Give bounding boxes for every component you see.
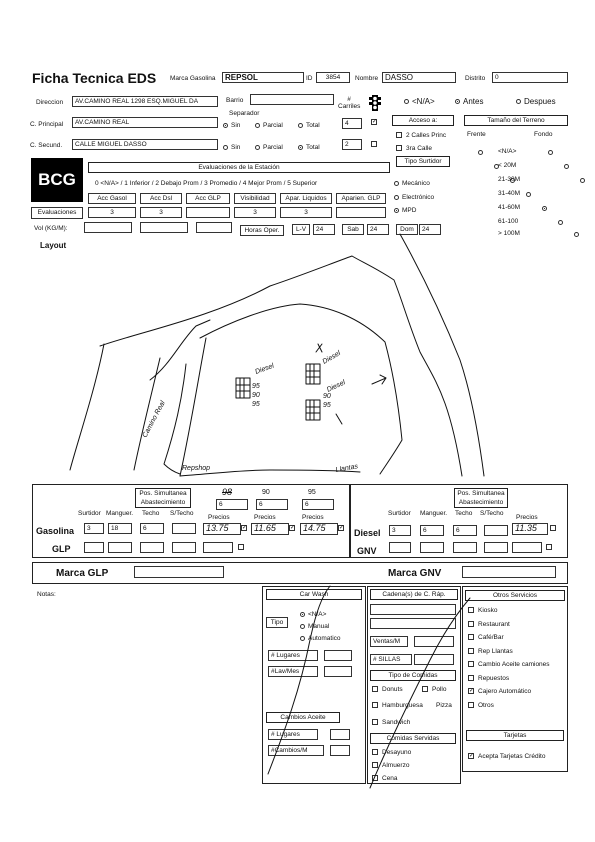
terreno-option-3: 31-40M <box>498 190 521 197</box>
carriles-label: # Carriles <box>338 96 361 110</box>
diesel-precios: Precios <box>516 514 538 521</box>
vol-field-3[interactable] <box>196 222 232 233</box>
terreno-frente-radio-4[interactable] <box>542 206 547 211</box>
comida-pizza[interactable]: Pizza <box>436 702 452 709</box>
gasolina-grade-95: 95 <box>308 489 316 496</box>
glp-precio[interactable] <box>203 542 233 553</box>
otros-item-label-5: Repuestos <box>478 674 510 682</box>
eval-header-2: Acc GLP <box>186 193 230 204</box>
vol-field-1[interactable] <box>84 222 132 233</box>
bcg-logo: BCG <box>31 158 83 202</box>
cadena-sillas-label: # SILLAS <box>370 654 412 665</box>
lv-label: L-V <box>292 224 310 235</box>
marca-gasolina-field[interactable]: REPSOL <box>222 72 304 83</box>
otros-item-0[interactable] <box>468 607 498 615</box>
eval-value-1[interactable]: 3 <box>140 207 182 218</box>
diesel-surtidor[interactable]: 3 <box>389 525 411 536</box>
otros-item-label-6: Cajero Automático <box>478 688 532 695</box>
cambios-lugares-field[interactable] <box>330 729 350 740</box>
fondo-label: Fondo <box>534 131 553 138</box>
carriles-principal-field[interactable]: 4 <box>342 118 362 129</box>
sketch-note-diesel-3: Diesel <box>325 379 347 394</box>
gasolina-col-surtidor: Surtidor <box>78 510 101 517</box>
surtidor-mecanico[interactable]: Mecánico <box>394 180 430 188</box>
marca-gasolina-label: Marca Gasolina <box>170 75 216 82</box>
sketch-note-95a: 95 <box>252 383 260 390</box>
sep-secund-sin[interactable]: Sin <box>223 144 240 152</box>
comida-pollo[interactable]: Pollo <box>422 686 446 694</box>
evaluaciones-row-label: Evaluaciones <box>31 207 83 219</box>
frente-label: Frente <box>467 131 486 138</box>
id-label: ID <box>306 75 313 82</box>
diesel-col-stecho: S/Techo <box>480 510 504 517</box>
eval-header-3: Visibilidad <box>234 193 276 204</box>
carwash-tipo-auto[interactable]: Automatico <box>300 635 341 643</box>
surtidor-electronico[interactable]: Electrónico <box>394 194 434 202</box>
surtidor-mpd[interactable]: MPD <box>394 207 416 215</box>
tarjetas-header: Tarjetas <box>466 730 564 741</box>
gasolina-precios-2: Precios <box>254 514 276 521</box>
page-title: Ficha Tecnica EDS <box>32 70 157 86</box>
cambios-mes-label: #Cambios/M <box>268 745 324 756</box>
carwash-lugares-label: # Lugares <box>268 650 318 661</box>
diesel-col-techo: Techo <box>455 510 473 517</box>
gnv-surtidor[interactable] <box>389 542 411 553</box>
evaluaciones-scale: 0 <N/A> / 1 Inferior / 2 Debajo Prom / 3 Promedio / 4 Mejor Prom / 5 Superior <box>95 180 318 187</box>
carwash-lavmes-label: #Lav/Mes <box>268 666 318 677</box>
carriles-secund-field[interactable]: 2 <box>342 139 362 150</box>
cadena-ventas-label: Ventas/M <box>370 636 408 647</box>
sep-principal-parcial[interactable]: Parcial <box>255 122 283 130</box>
gnv-manguer[interactable] <box>420 542 444 553</box>
tarjetas-acepta[interactable]: ✓ Acepta Tarjetas Crédito <box>469 753 546 760</box>
glp-stecho[interactable] <box>172 542 196 553</box>
sketch-note-90b: 90 <box>323 393 331 400</box>
diesel-techo[interactable]: 6 <box>453 525 477 536</box>
sep-principal-sin[interactable]: Sin <box>223 122 240 130</box>
gasolina-precio-90-check[interactable]: ✓ <box>290 525 296 532</box>
acceso-opt2[interactable]: 3ra Calle <box>396 145 432 153</box>
vol-label: Vol (KG/M): <box>34 225 68 232</box>
secund-label: C. Secund. <box>30 142 63 149</box>
principal-field[interactable]: AV.CAMINO REAL <box>72 117 218 128</box>
gasolina-col-manguer: Manguer. <box>106 510 134 517</box>
acceso-header: Acceso a: <box>392 115 454 126</box>
terreno-fondo-radio-2[interactable] <box>580 178 585 183</box>
otros-item-2[interactable] <box>468 634 504 642</box>
marca-glp-label: Marca GLP <box>56 568 109 579</box>
gasolina-precios-3: Precios <box>302 514 324 521</box>
gasolina-row-label: Gasolina <box>36 526 75 536</box>
terreno-frente-radio-3[interactable] <box>526 192 531 197</box>
sketch-note-95b: 95 <box>252 401 260 408</box>
principal-label: C. Principal <box>30 121 64 128</box>
eval-value-0[interactable]: 3 <box>88 207 136 218</box>
carwash-tipo-na[interactable]: <N/A> <box>300 611 326 619</box>
carwash-lugares-field[interactable] <box>324 650 352 661</box>
terreno-fondo-radio-1[interactable] <box>564 164 569 169</box>
cadena-ventas-field[interactable] <box>414 636 454 647</box>
eval-header-0: Acc Gasol <box>88 193 136 204</box>
terreno-frente-radio-6[interactable] <box>574 232 579 237</box>
otros-item-label-2: Café/Bar <box>478 634 504 641</box>
sketch-note-95c: 95 <box>323 402 331 409</box>
cadena-field-1[interactable] <box>370 604 456 615</box>
gnv-stecho[interactable] <box>484 542 508 553</box>
gasolina-precio-95-check[interactable]: ✓ <box>339 525 345 532</box>
sab-field[interactable]: 24 <box>367 224 389 235</box>
otros-item-5[interactable] <box>468 675 509 683</box>
diesel-manguer[interactable]: 6 <box>420 525 444 536</box>
eval-header-5: Aparien. GLP <box>336 193 386 204</box>
otros-item-4[interactable] <box>468 661 550 669</box>
eval-header-4: Apar. Liquidos <box>280 193 332 204</box>
direccion-label: Direccion <box>36 99 64 106</box>
gasolina-col-stecho: S/Techo <box>170 510 194 517</box>
traffic-light-icon <box>368 94 382 114</box>
glp-precio-check[interactable] <box>238 544 248 551</box>
otros-item-label-0: Kiosko <box>478 607 498 614</box>
diesel-precio[interactable]: 11.35 <box>512 523 548 535</box>
diesel-col-manguer: Manguer. <box>420 510 448 517</box>
comida-donuts[interactable]: Donuts <box>372 686 403 694</box>
terreno-option-0: <N/A> <box>498 148 517 155</box>
otros-item-3[interactable] <box>468 648 513 656</box>
gasolina-precio-90[interactable]: 11.65 <box>251 523 289 535</box>
comida-hamburguesa[interactable]: Hamburguesa <box>372 702 423 710</box>
cadena-field-2[interactable] <box>370 618 456 629</box>
gasolina-precios-1: Precios <box>208 514 230 521</box>
diesel-col-surtidor: Surtidor <box>388 510 411 517</box>
gnv-techo[interactable] <box>453 542 477 553</box>
gasolina-techo[interactable]: 6 <box>140 523 164 534</box>
gasolina-stecho[interactable] <box>172 523 196 534</box>
otros-header: Otros Servicios <box>465 590 565 601</box>
barrio-label: Barrio <box>226 97 244 104</box>
sketch-note-llantas: Llantas <box>335 463 359 474</box>
otros-item-checkbox-3[interactable] <box>468 648 474 654</box>
dom-label: Dom <box>396 224 418 235</box>
gasolina-pos-90[interactable]: 6 <box>256 499 288 510</box>
terreno-header: Tamaño del Terreno <box>464 115 568 126</box>
glp-surtidor[interactable] <box>84 542 104 553</box>
evaluaciones-title: Evaluaciones de la Estación <box>88 162 390 173</box>
carwash-tipo-manual[interactable]: Manual <box>300 623 329 631</box>
gasolina-pos-98[interactable]: 6 <box>216 499 248 510</box>
otros-item-checkbox-6[interactable]: ✓ <box>469 688 475 695</box>
otros-item-checkbox-1[interactable] <box>468 621 474 627</box>
terreno-fondo-radio-0[interactable] <box>548 150 553 155</box>
otros-item-7[interactable] <box>468 702 494 710</box>
nombre-field[interactable]: DASSO <box>382 72 456 83</box>
otros-item-label-4: Cambio Aceite camiones <box>478 661 550 668</box>
direccion-field[interactable]: AV.CAMINO REAL 1298 ESQ.MIGUEL DA <box>72 96 218 107</box>
timing-despues[interactable]: Despues <box>516 98 556 106</box>
otros-item-checkbox-5[interactable] <box>468 675 474 681</box>
separador-label: Separador <box>229 110 260 117</box>
terreno-option-5: 61-100 <box>498 218 519 225</box>
sep-secund-total[interactable]: Total <box>298 144 320 152</box>
gnv-row-label: GNV <box>357 546 377 556</box>
comidas-servidas-header: Comidas Servidas <box>370 733 456 744</box>
gasolina-col-techo: Techo <box>142 510 160 517</box>
distrito-field[interactable]: 0 <box>492 72 568 83</box>
gasolina-grade-90: 90 <box>262 489 270 496</box>
marca-gnv-label: Marca GNV <box>388 568 442 579</box>
terreno-frente-radio-5[interactable] <box>558 220 563 225</box>
eval-value-2[interactable] <box>186 207 230 218</box>
servida-cena[interactable]: Cena <box>372 775 398 783</box>
carriles-secund-check[interactable] <box>371 141 381 148</box>
diesel-row-label: Diesel <box>354 528 381 538</box>
tipo-surtidor-header: Tipo Surtidor <box>396 156 450 167</box>
otros-item-checkbox-2[interactable] <box>468 634 474 640</box>
gasolina-precio-98-check[interactable]: ✓ <box>242 525 248 532</box>
horas-oper-label: Horas Oper. <box>240 225 284 236</box>
servida-desayuno[interactable]: Desayuno <box>372 749 411 757</box>
gasolina-manguer[interactable]: 18 <box>108 523 132 534</box>
cambios-mes-field[interactable] <box>330 745 350 756</box>
acceso-opt1[interactable]: 2 Calles Princ <box>396 132 446 140</box>
gasolina-surtidor[interactable]: 3 <box>84 523 104 534</box>
glp-row-label: GLP <box>52 544 71 554</box>
nombre-label: Nombre <box>355 75 379 82</box>
carwash-header: Car Wash <box>266 589 362 600</box>
diesel-precio-check[interactable] <box>550 525 560 532</box>
otros-item-checkbox-4[interactable] <box>468 661 474 667</box>
carriles-principal-check[interactable]: ✓ <box>372 119 378 126</box>
sab-label: Sab <box>342 224 364 235</box>
timing-antes[interactable]: Antes <box>455 98 483 106</box>
sketch-note-camino-real: Camino Real <box>141 399 167 439</box>
sketch-note-diesel-1: Diesel <box>254 362 275 376</box>
layout-title: Layout <box>40 241 67 250</box>
glp-manguer[interactable] <box>108 542 132 553</box>
eval-value-4[interactable]: 3 <box>280 207 332 218</box>
terreno-option-6: > 100M <box>498 230 520 237</box>
cadena-sillas-field[interactable] <box>414 654 454 665</box>
diesel-stecho[interactable] <box>484 525 508 536</box>
diesel-pos-label: Pos. Simultanea Abastecimiento <box>454 488 508 508</box>
carwash-lavmes-field[interactable] <box>324 666 352 677</box>
gasolina-precio-98[interactable]: 13.75 <box>203 523 241 535</box>
gnv-precio[interactable] <box>512 542 542 553</box>
eval-header-1: Acc Dsl <box>140 193 182 204</box>
distrito-label: Distrito <box>465 75 486 82</box>
gasolina-precio-95[interactable]: 14.75 <box>300 523 338 535</box>
sep-principal-total[interactable]: Total <box>298 122 320 130</box>
sketch-note-repshop: Repshop <box>182 465 211 472</box>
carwash-tipo-label: Tipo <box>266 617 288 628</box>
gnv-precio-check[interactable] <box>546 544 556 551</box>
otros-item-6[interactable] <box>468 688 531 696</box>
terreno-option-4: 41-60M <box>498 204 521 211</box>
gasolina-grade-98-handwritten: 98 <box>222 487 233 497</box>
id-field[interactable]: 3854 <box>316 72 350 83</box>
otros-item-checkbox-7[interactable] <box>468 702 474 708</box>
timing-na[interactable]: <N/A> <box>404 98 435 106</box>
vol-field-2[interactable] <box>140 222 188 233</box>
terreno-option-2: 21-30M <box>498 176 521 183</box>
sep-secund-parcial[interactable]: Parcial <box>255 144 283 152</box>
marca-gnv-field[interactable] <box>462 566 556 578</box>
lv-field[interactable]: 24 <box>313 224 335 235</box>
glp-techo[interactable] <box>140 542 164 553</box>
otros-item-label-7: Otros <box>478 701 494 709</box>
eval-value-5[interactable] <box>336 207 386 218</box>
barrio-field[interactable] <box>250 94 334 105</box>
sketch-note-90a: 90 <box>252 392 260 399</box>
otros-item-label-3: Rep Llantas <box>478 647 513 655</box>
cambios-aceite-header: Cambios Aceite <box>266 712 340 723</box>
otros-item-1[interactable] <box>468 621 510 629</box>
gasolina-pos-label: Pos. Simultanea Abastecimiento <box>135 488 191 508</box>
dom-field[interactable]: 24 <box>419 224 441 235</box>
secund-field[interactable]: CALLE MIGUEL DASSO <box>72 139 218 150</box>
notas-label: Notas: <box>37 591 56 598</box>
otros-item-checkbox-0[interactable] <box>468 607 474 613</box>
cadena-header: Cadena(s) de C. Ráp. <box>370 589 458 600</box>
tipo-comidas-header: Tipo de Comidas <box>370 670 456 681</box>
marca-glp-field[interactable] <box>134 566 224 578</box>
comida-sandwich[interactable]: Sandwich <box>372 719 410 727</box>
sketch-note-diesel-2: Diesel <box>321 349 342 366</box>
terreno-option-1: < 20M <box>498 162 517 169</box>
servida-almuerzo[interactable]: Almuerzo <box>372 762 409 770</box>
cambios-lugares-label: # Lugares <box>268 729 318 740</box>
gasolina-pos-95[interactable]: 6 <box>302 499 334 510</box>
otros-item-label-1: Restaurant <box>478 620 510 628</box>
eval-value-3[interactable]: 3 <box>234 207 276 218</box>
terreno-frente-radio-0[interactable] <box>478 150 483 155</box>
